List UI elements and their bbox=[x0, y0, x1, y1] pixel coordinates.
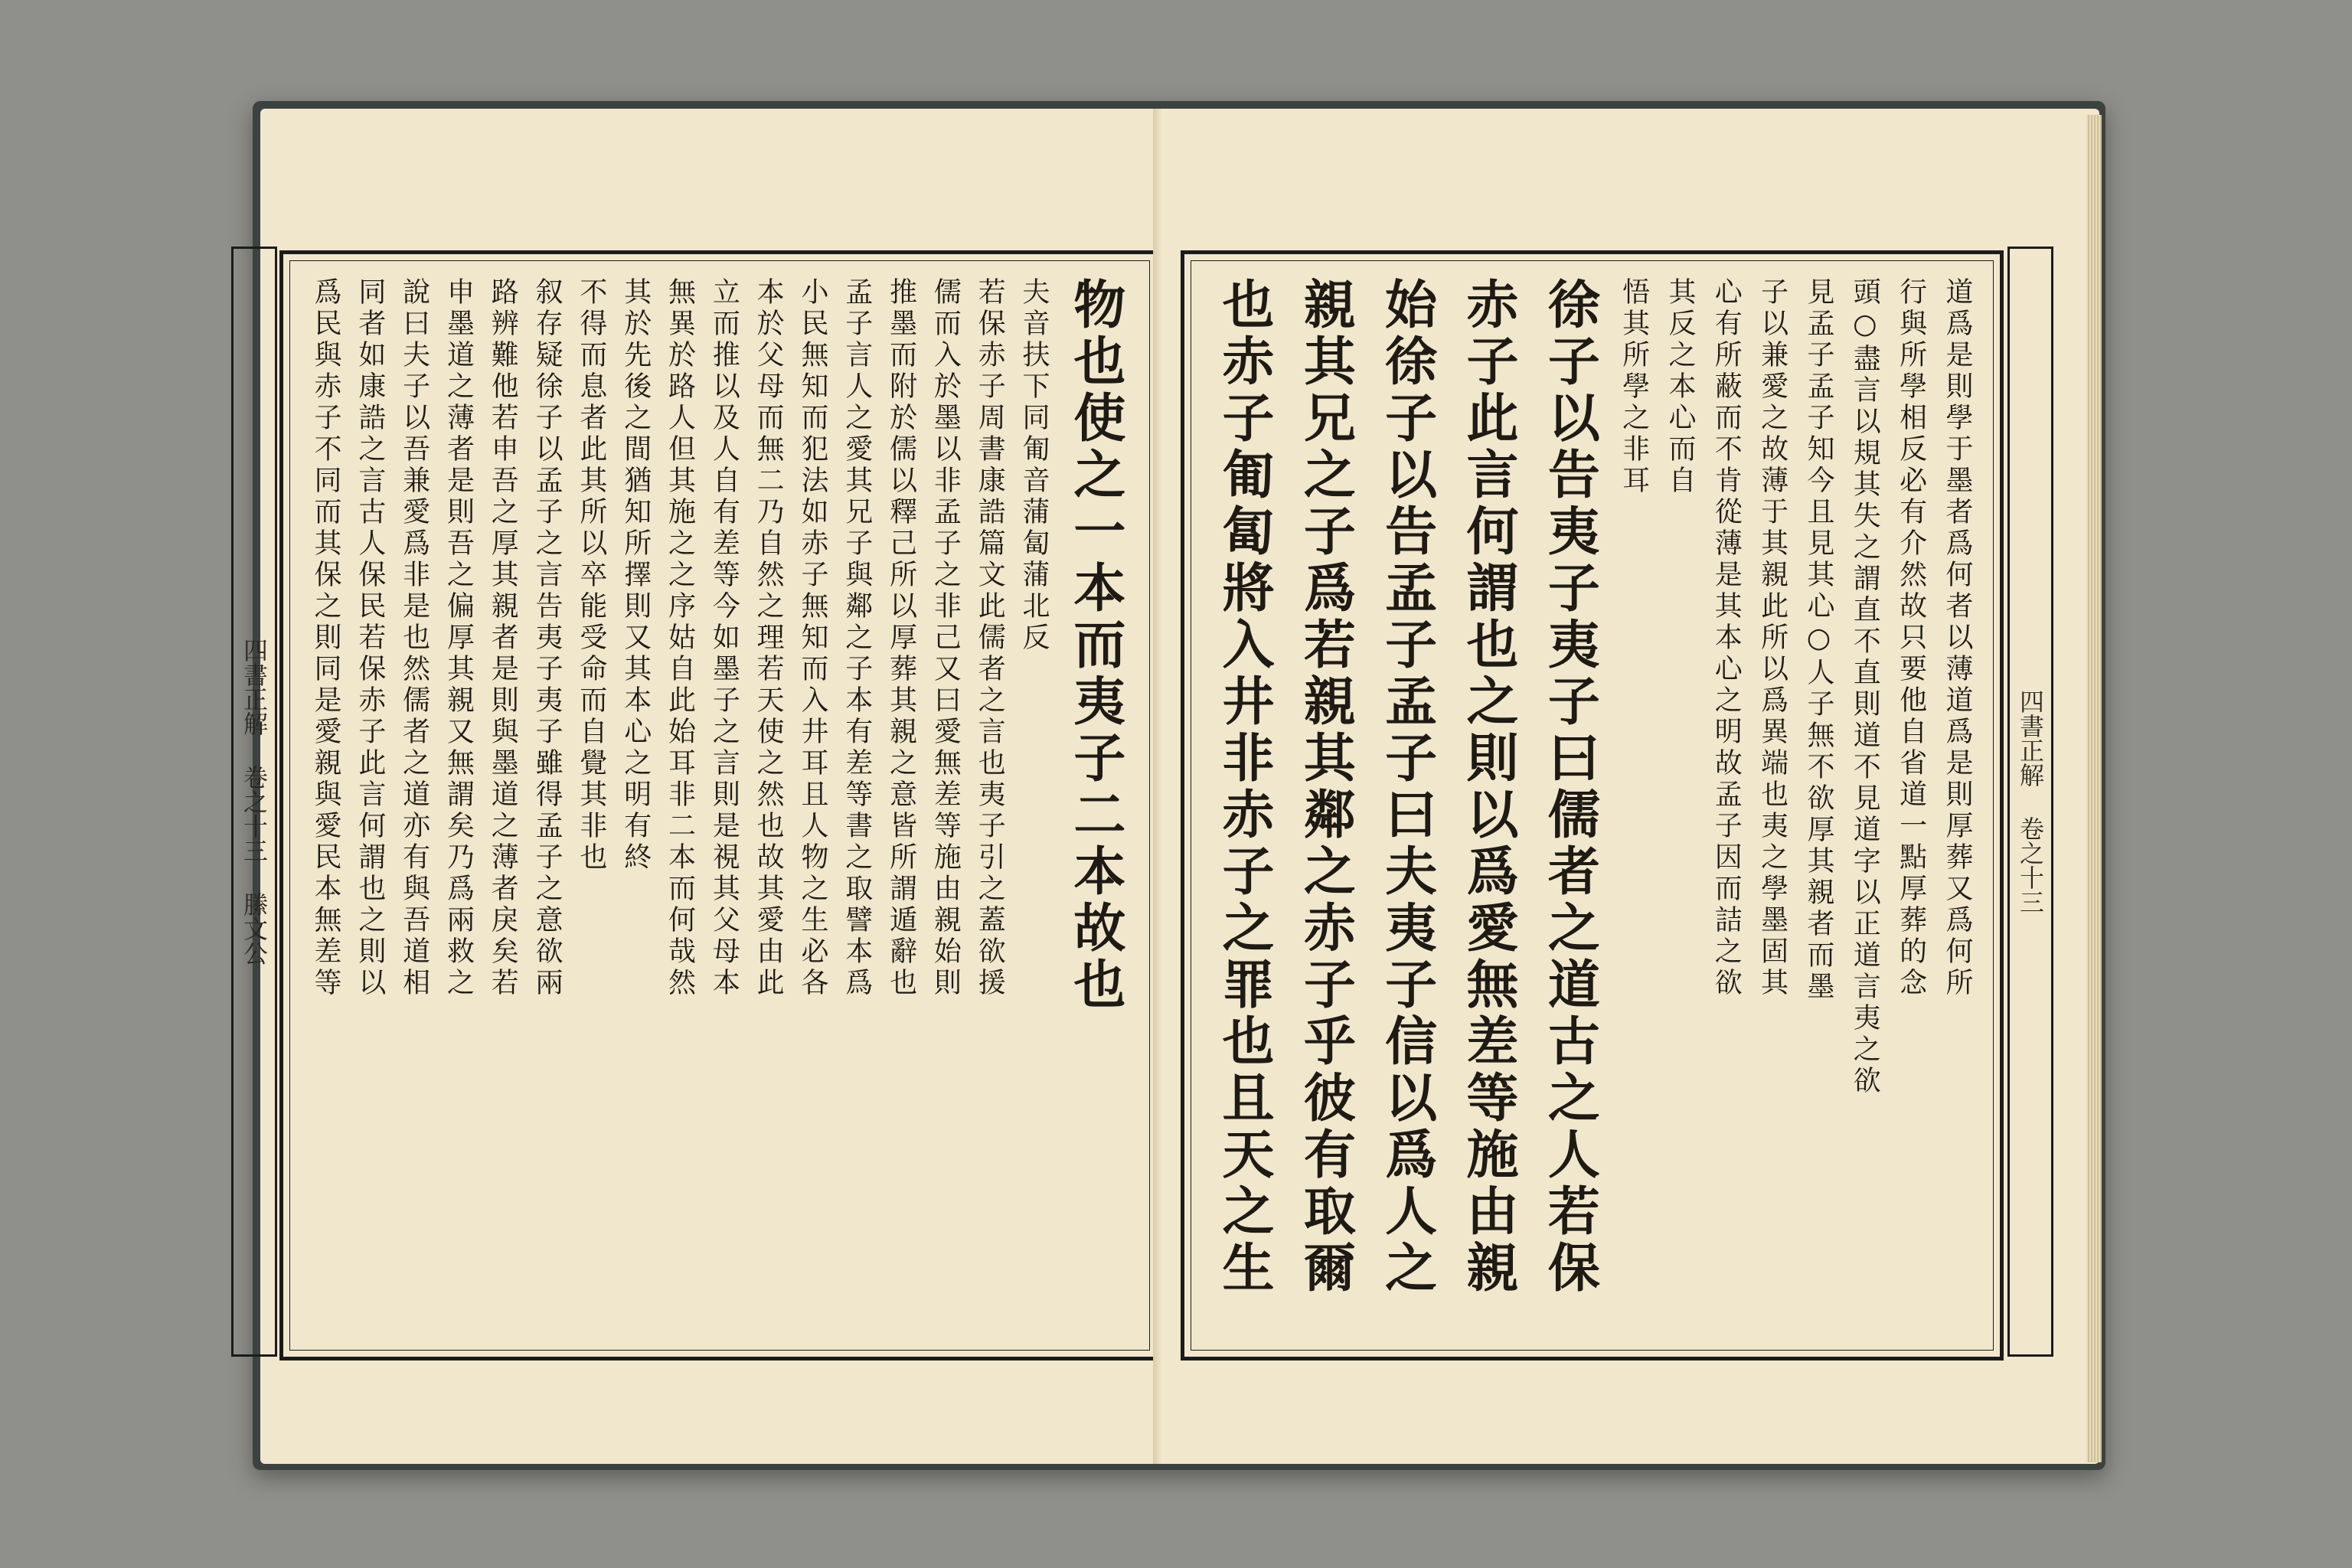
left-small-column-1: 夫音扶下同匍音蒲匐蒲北反 bbox=[1018, 277, 1050, 654]
right-small-column-8: 悟其所學之非耳 bbox=[1618, 277, 1650, 497]
right-large-column-1: 徐子以告夷子夷子曰儒者之道古之人若保 bbox=[1539, 277, 1601, 1297]
left-text-frame bbox=[279, 250, 1160, 1361]
left-small-column-7: 本於父母而無二乃自然之理若天使之然也故其愛由此 bbox=[753, 277, 785, 999]
right-page-hashira-text: 四書正解 卷之十三 bbox=[2016, 689, 2045, 914]
left-small-column-11: 不得而息者此其所以卒能受命而自覺其非也 bbox=[575, 277, 607, 874]
right-large-column-5: 也赤子匍匐將入井非赤子之罪也且天之生 bbox=[1214, 277, 1275, 1297]
left-small-column-13: 路辨難他若申吾之厚其親者是則與墨道之薄者戾矣若 bbox=[487, 277, 519, 999]
right-small-column-6: 心有所蔽而不肯從薄是其本心之明故孟子因而詰之欲 bbox=[1710, 277, 1743, 999]
left-small-column-10: 其於先後之間猶知所擇則又其本心之明有終 bbox=[619, 277, 652, 874]
left-page bbox=[240, 109, 1160, 1464]
right-text-columns bbox=[1207, 277, 1977, 1334]
left-small-column-3: 儒而入於墨以非孟子之非己又曰愛無差等施由親始則 bbox=[929, 277, 962, 999]
left-small-column-12: 叙存疑徐子以孟子之言告夷子夷子雖得孟子之意欲兩 bbox=[531, 277, 564, 999]
right-small-column-7: 其反之本心而自 bbox=[1664, 277, 1696, 497]
left-page-hashira-text: 四書正解 卷之十三 縢文公 bbox=[240, 638, 269, 965]
left-small-column-2: 若保赤子周書康誥篇文此儒者之言也夷子引之蓋欲援 bbox=[974, 277, 1006, 999]
left-small-column-5: 孟子言人之愛其兄子與鄰之子本有差等書之取譬本爲 bbox=[841, 277, 873, 999]
left-small-column-9: 無異於路人但其施之之序姑自此始耳非二本而何哉然 bbox=[664, 277, 696, 999]
right-page bbox=[1165, 109, 2099, 1464]
right-page-margin-title bbox=[2007, 247, 2053, 1357]
right-small-column-1: 道爲是則學于墨者爲何者以薄道爲是則厚葬又爲何所 bbox=[1941, 277, 1973, 999]
right-small-column-5: 子以兼愛之故薄于其親此所以爲異端也夷之學墨固其 bbox=[1756, 277, 1788, 999]
right-text-frame bbox=[1181, 250, 2004, 1361]
left-small-column-17: 爲民與赤子不同而其保之則同是愛親與愛民本無差等 bbox=[310, 277, 341, 999]
right-small-column-3: 頭○盡言以規其失之謂直不直則道不見道字以正道言夷之欲 bbox=[1849, 277, 1881, 1097]
right-large-column-3: 始徐子以告孟子孟子曰夫夷子信以爲人之 bbox=[1376, 277, 1438, 1297]
left-small-column-15: 說曰夫子以吾兼愛爲非是也然儒者之道亦有與吾道相 bbox=[398, 277, 430, 999]
right-large-column-2: 赤子此言何謂也之則以爲愛無差等施由親 bbox=[1457, 277, 1519, 1297]
left-small-column-8: 立而推以及人自有差等今如墨子之言則是視其父母本 bbox=[708, 277, 740, 999]
left-text-columns bbox=[306, 277, 1133, 1334]
right-small-column-2: 行與所學相反必有介然故只要他自省道一點厚葬的念 bbox=[1895, 277, 1927, 999]
left-small-column-16: 同者如康誥之言古人保民若保赤子此言何謂也之則以 bbox=[354, 277, 386, 999]
left-large-column-1: 物也使之一本而夷子二本故也 bbox=[1064, 277, 1126, 1014]
left-page-margin-title bbox=[231, 247, 277, 1357]
right-large-column-4: 親其兄之子爲若親其鄰之赤子乎彼有取爾 bbox=[1295, 277, 1357, 1297]
right-small-column-4: 見孟子孟子知今且見其心○人子無不欲厚其親者而墨 bbox=[1802, 277, 1834, 1003]
page-edges bbox=[2086, 115, 2102, 1462]
left-small-column-14: 申墨道之薄者是則吾之偏厚其親又無謂矣乃爲兩救之 bbox=[443, 277, 475, 999]
left-small-column-6: 小民無知而犯法如赤子無知而入井耳且人物之生必各 bbox=[796, 277, 828, 999]
left-small-column-4: 推墨而附於儒以釋己所以厚葬其親之意皆所謂遁辭也 bbox=[885, 277, 917, 999]
